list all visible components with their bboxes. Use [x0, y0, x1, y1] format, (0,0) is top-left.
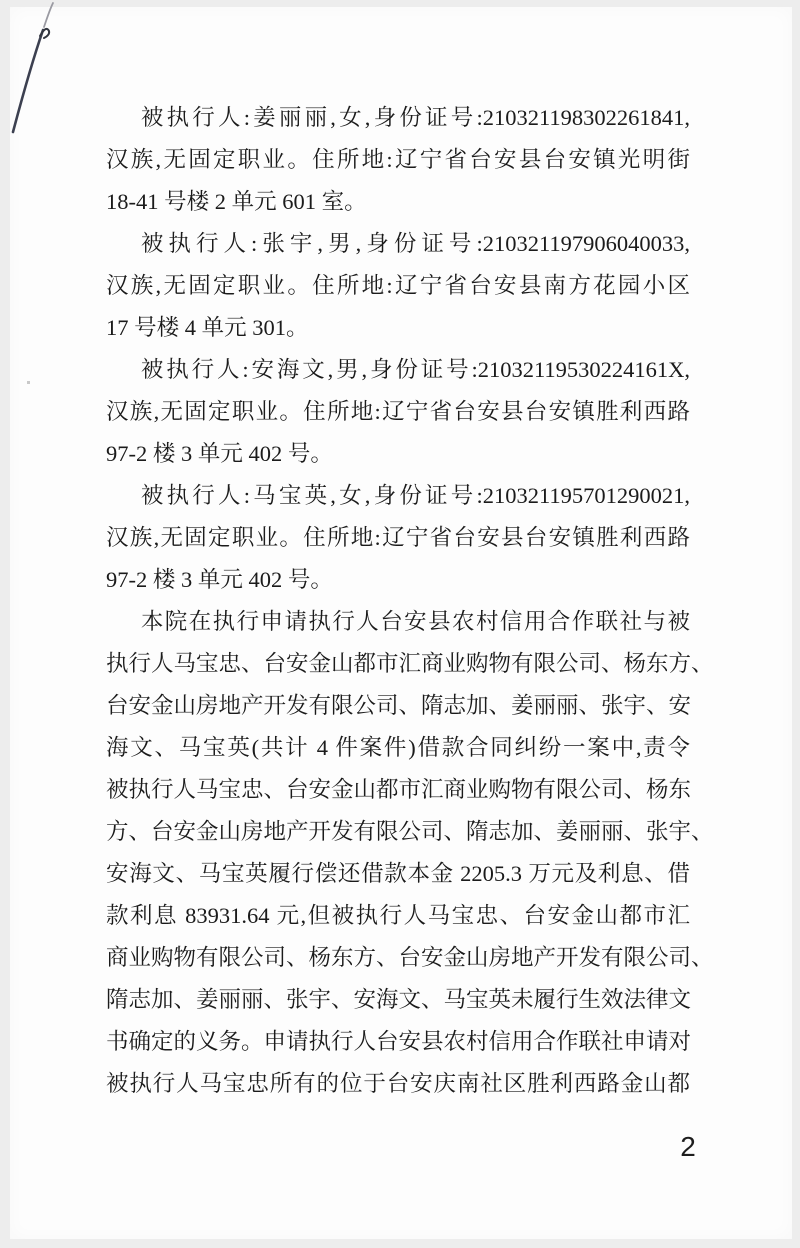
text-line: 汉族,无固定职业。住所地:辽宁省台安县台安镇光明街 [106, 147, 690, 172]
text-line: 97-2 楼 3 单元 402 号。 [106, 441, 333, 466]
case-enforcement-paragraph [106, 601, 714, 1105]
text-line: 安海文、马宝英履行偿还借款本金 2205.3 万元及利息、借 [106, 861, 690, 886]
page-number: 2 [680, 1131, 696, 1162]
document-page [10, 7, 792, 1239]
text-line: 汉族,无固定职业。住所地:辽宁省台安县台安镇胜利西路 [106, 525, 690, 550]
text-line: 书确定的义务。申请执行人台安县农村信用合作联社申请对 [106, 1029, 692, 1054]
text-line: 汉族,无固定职业。住所地:辽宁省台安县南方花园小区 [106, 273, 690, 298]
text-line: 款利息 83931.64 元,但被执行人马宝忠、台安金山都市汇 [106, 903, 690, 928]
text-line: 汉族,无固定职业。住所地:辽宁省台安县台安镇胜利西路 [106, 399, 690, 424]
text-line: 海文、马宝英(共计 4 件案件)借款合同纠纷一案中,责令 [106, 735, 690, 760]
text-line: 被执行人马宝忠、台安金山都市汇商业购物有限公司、杨东 [106, 777, 692, 802]
text-line: 18-41 号楼 2 单元 601 室。 [106, 189, 367, 214]
text-line: 本院在执行申请执行人台安县农村信用合作联社与被 [140, 609, 690, 634]
respondent-paragraph-jiang-lili [106, 97, 690, 223]
document-body [106, 97, 714, 1105]
text-line: 17 号楼 4 单元 301。 [106, 315, 309, 340]
text-line: 台安金山房地产开发有限公司、隋志加、姜丽丽、张宇、安 [106, 693, 692, 718]
respondent-paragraph-zhang-yu [106, 223, 690, 349]
text-line: 被执行人:马宝英,女,身份证号:210321195701290021, [140, 483, 690, 508]
text-line: 商业购物有限公司、杨东方、台安金山房地产开发有限公司、 [106, 945, 714, 970]
text-line: 隋志加、姜丽丽、张宇、安海文、马宝英未履行生效法律文 [106, 987, 692, 1012]
text-line: 被执行人:安海文,男,身份证号:21032119530224161X, [140, 357, 690, 382]
scan-speck [27, 381, 30, 384]
respondent-paragraph-an-haiwen [106, 349, 690, 475]
text-line: 方、台安金山房地产开发有限公司、隋志加、姜丽丽、张宇、 [106, 819, 714, 844]
respondent-paragraph-ma-baoying [106, 475, 690, 601]
text-line: 被执行人:张宇,男,身份证号:210321197906040033, [140, 231, 690, 256]
text-line: 97-2 楼 3 单元 402 号。 [106, 567, 333, 592]
text-line: 执行人马宝忠、台安金山都市汇商业购物有限公司、杨东方、 [106, 651, 714, 676]
text-line: 被执行人马宝忠所有的位于台安庆南社区胜利西路金山都 [106, 1071, 690, 1096]
text-line: 被执行人:姜丽丽,女,身份证号:210321198302261841, [140, 105, 690, 130]
